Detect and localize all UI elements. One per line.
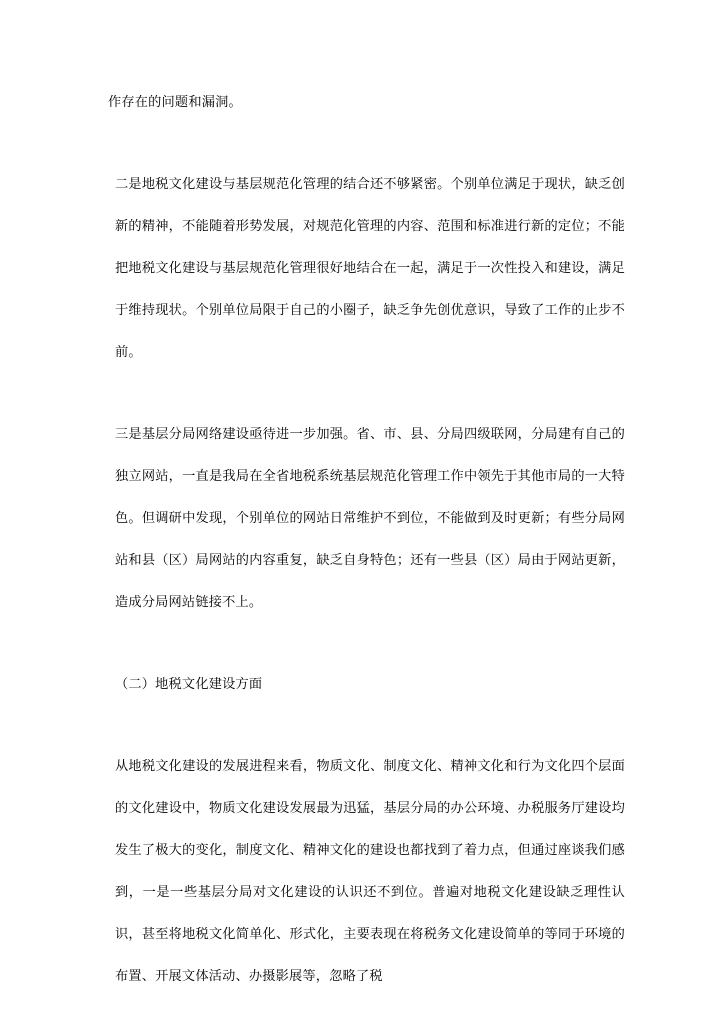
section-heading: （二）地税文化建设方面 xyxy=(115,677,263,692)
paragraph: 二是地税文化建设与基层规范化管理的结合还不够紧密。个别单位满足于现状，缺乏创新的精神，不能随着形势发展，对规范化管理的内容、范围和标准进行新的定位；不能把地税文化建设与基层规范化管理很好地结合在一起，满足于一次性投入和建设，满足于维持现状。个别单位局限于自己的小圈子，缺乏争先创优意识，导致了工作的止步不前。 xyxy=(115,177,625,360)
paragraph-spacer xyxy=(108,706,625,746)
paragraph-spacer xyxy=(108,374,625,414)
paragraph: 从地税文化建设的发展进程来看，物质文化、制度文化、精神文化和行为文化四个层面的文化建设中，物质文化建设发展最为迅猛，基层分局的办公环境、办税服务厅建设均发生了极大的变化，制度文化、精神文化的建设也都找到了着力点，但通过座谈我们感到，一是一些基层分局对文化建设的认识还不到位。普遍对地税文化建设缺乏理性认识，甚至将地税文化简单化、形式化，主要表现在将税务文化建设简单的等同于环境的布置、开展文体活动、办摄影展等，忽略了税 xyxy=(115,759,625,984)
document-body xyxy=(108,82,625,998)
paragraph-spacer xyxy=(108,624,625,664)
paragraph: 三是基层分局网络建设亟待进一步加强。省、市、县、分局四级联网，分局建有自己的独立网站，一直是我局在全省地税系统基层规范化管理工作中领先于其他市局的一大特色。但调研中发现，个别单位的网站日常维护不到位，不能做到及时更新；有些分局网站和县（区）局网站的内容重复，缺乏自身特色；还有一些县（区）局由于网站更新，造成分局网站链接不上。 xyxy=(115,427,625,610)
paragraph: 作存在的问题和漏洞。 xyxy=(108,95,242,110)
paragraph-spacer xyxy=(108,124,625,164)
